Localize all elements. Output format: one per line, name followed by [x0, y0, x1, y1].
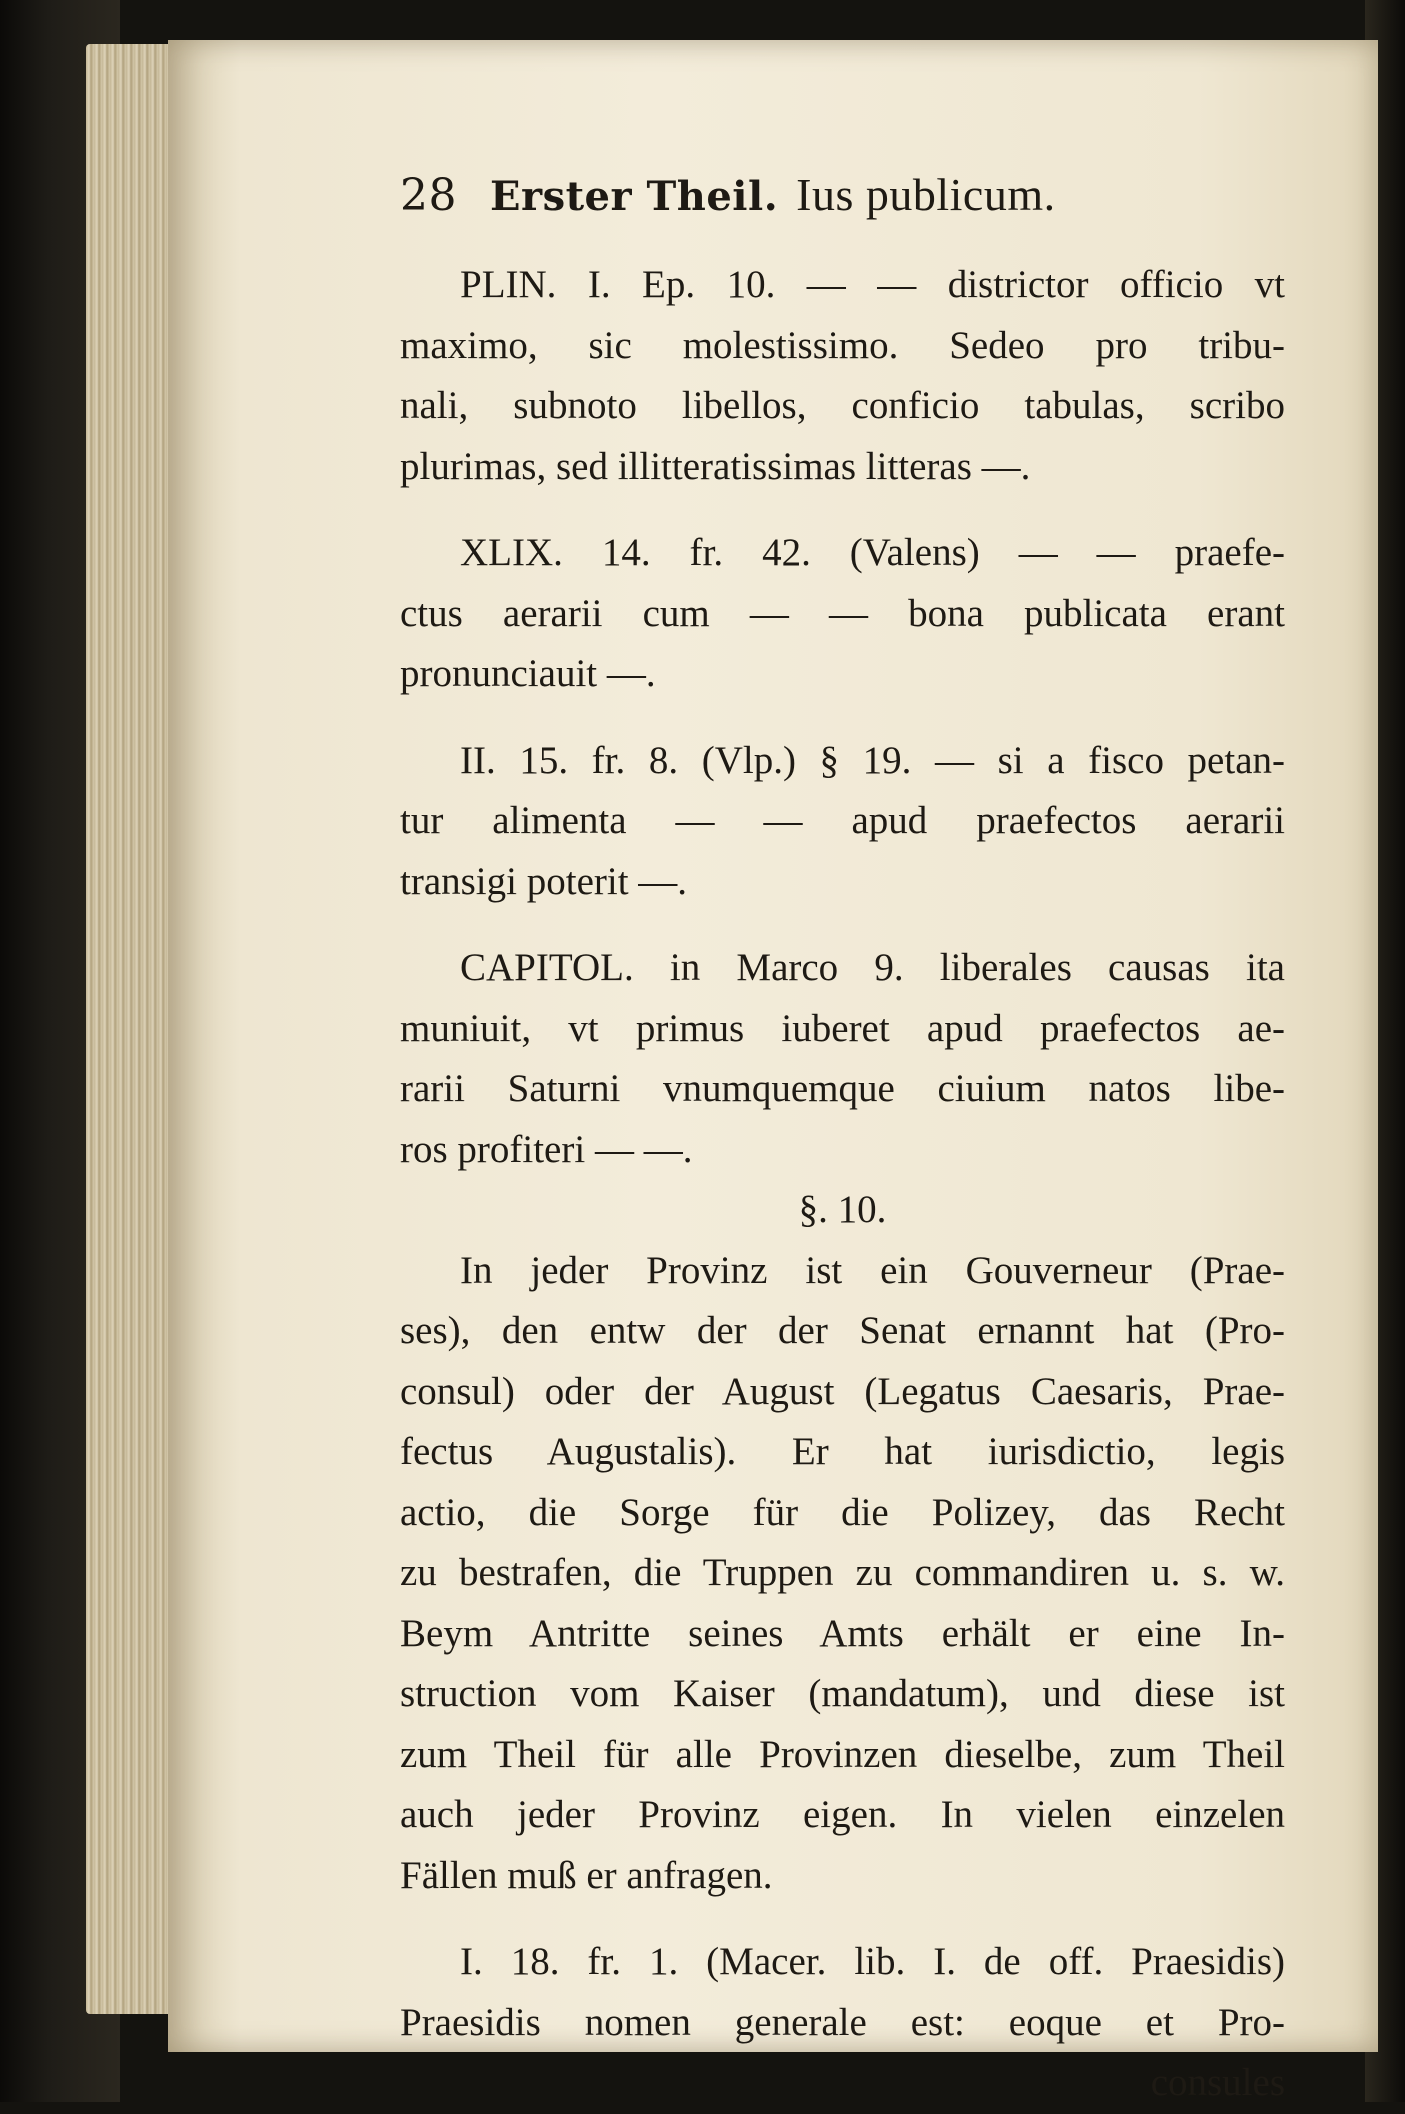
paragraph-ii15 [400, 731, 1285, 913]
text-line: struction vom Kaiser (mandatum), und diese ist [400, 1672, 1285, 1715]
text-line: consul) oder der August (Legatus Caesaris, Prae- [400, 1369, 1285, 1413]
text-line: actio, die Sorge für die Polizey, das Recht [400, 1490, 1285, 1534]
text-line: muniuit, vt primus iuberet apud praefectos ae- [400, 1006, 1285, 1050]
text-line: CAPITOL. in Marco 9. liberales causas ita [460, 946, 1285, 989]
text-line: XLIX. 14. fr. 42. (Valens) — — praefe- [460, 531, 1285, 574]
page-text [400, 168, 1285, 2114]
paragraph-xlix [400, 523, 1285, 705]
text-line: Praesidis nomen generale est: eoque et Pro- [400, 2000, 1285, 2044]
text-line: ses), den entw der der Senat ernannt hat (Pro- [400, 1309, 1285, 1352]
final-paragraph [400, 1932, 1285, 2114]
text-line: zu bestrafen, die Truppen zu commandiren u. s. w. [400, 1551, 1285, 1594]
page-number: 28 [400, 170, 457, 221]
text-line: maximo, sic molestissimo. Sedeo pro tribu- [400, 323, 1285, 367]
text-line: plurimas, sed illitteratissimas litteras —. [400, 444, 1031, 488]
paragraph-capitol [400, 938, 1285, 1180]
text-line: fectus Augustalis). Er hat iurisdictio, legis [400, 1430, 1285, 1473]
german-paragraph [400, 1241, 1285, 1907]
text-line: In jeder Provinz ist ein Gouverneur (Prae- [460, 1248, 1285, 1292]
text-line: ros profiteri — —. [400, 1127, 693, 1171]
running-header [400, 168, 1285, 221]
text-line: nali, subnoto libellos, conficio tabulas, scribo [400, 384, 1285, 427]
running-title: Ius publicum. [796, 169, 1056, 220]
text-line: zum Theil für alle Provinzen dieselbe, zum Theil [400, 1732, 1285, 1776]
catchword: consules [1150, 2061, 1285, 2104]
section-heading: §. 10. [798, 1188, 887, 1231]
part-title: Erster Theil. [490, 173, 779, 220]
text-line: tur alimenta — — apud praefectos aerarii [400, 799, 1285, 842]
paragraph-plin [400, 255, 1285, 497]
text-line: Fällen muß er anfragen. [400, 1853, 773, 1897]
text-line: II. 15. fr. 8. (Vlp.) § 19. — si a fisco petan- [460, 738, 1285, 782]
text-line: auch jeder Provinz eigen. In vielen einzelen [400, 1793, 1285, 1836]
text-line: transigi poterit —. [400, 859, 688, 903]
text-line: PLIN. I. Ep. 10. — — districtor officio vt [460, 263, 1285, 306]
text-line: pronunciauit —. [400, 652, 656, 695]
text-line: rarii Saturni vnumquemque ciuium natos libe- [400, 1067, 1285, 1110]
text-line: ctus aerarii cum — — bona publicata erant [400, 591, 1285, 635]
text-line: I. 18. fr. 1. (Macer. lib. I. de off. Praesidis) [460, 1940, 1285, 1983]
text-line: Beym Antritte seines Amts erhält er eine In- [400, 1611, 1285, 1655]
